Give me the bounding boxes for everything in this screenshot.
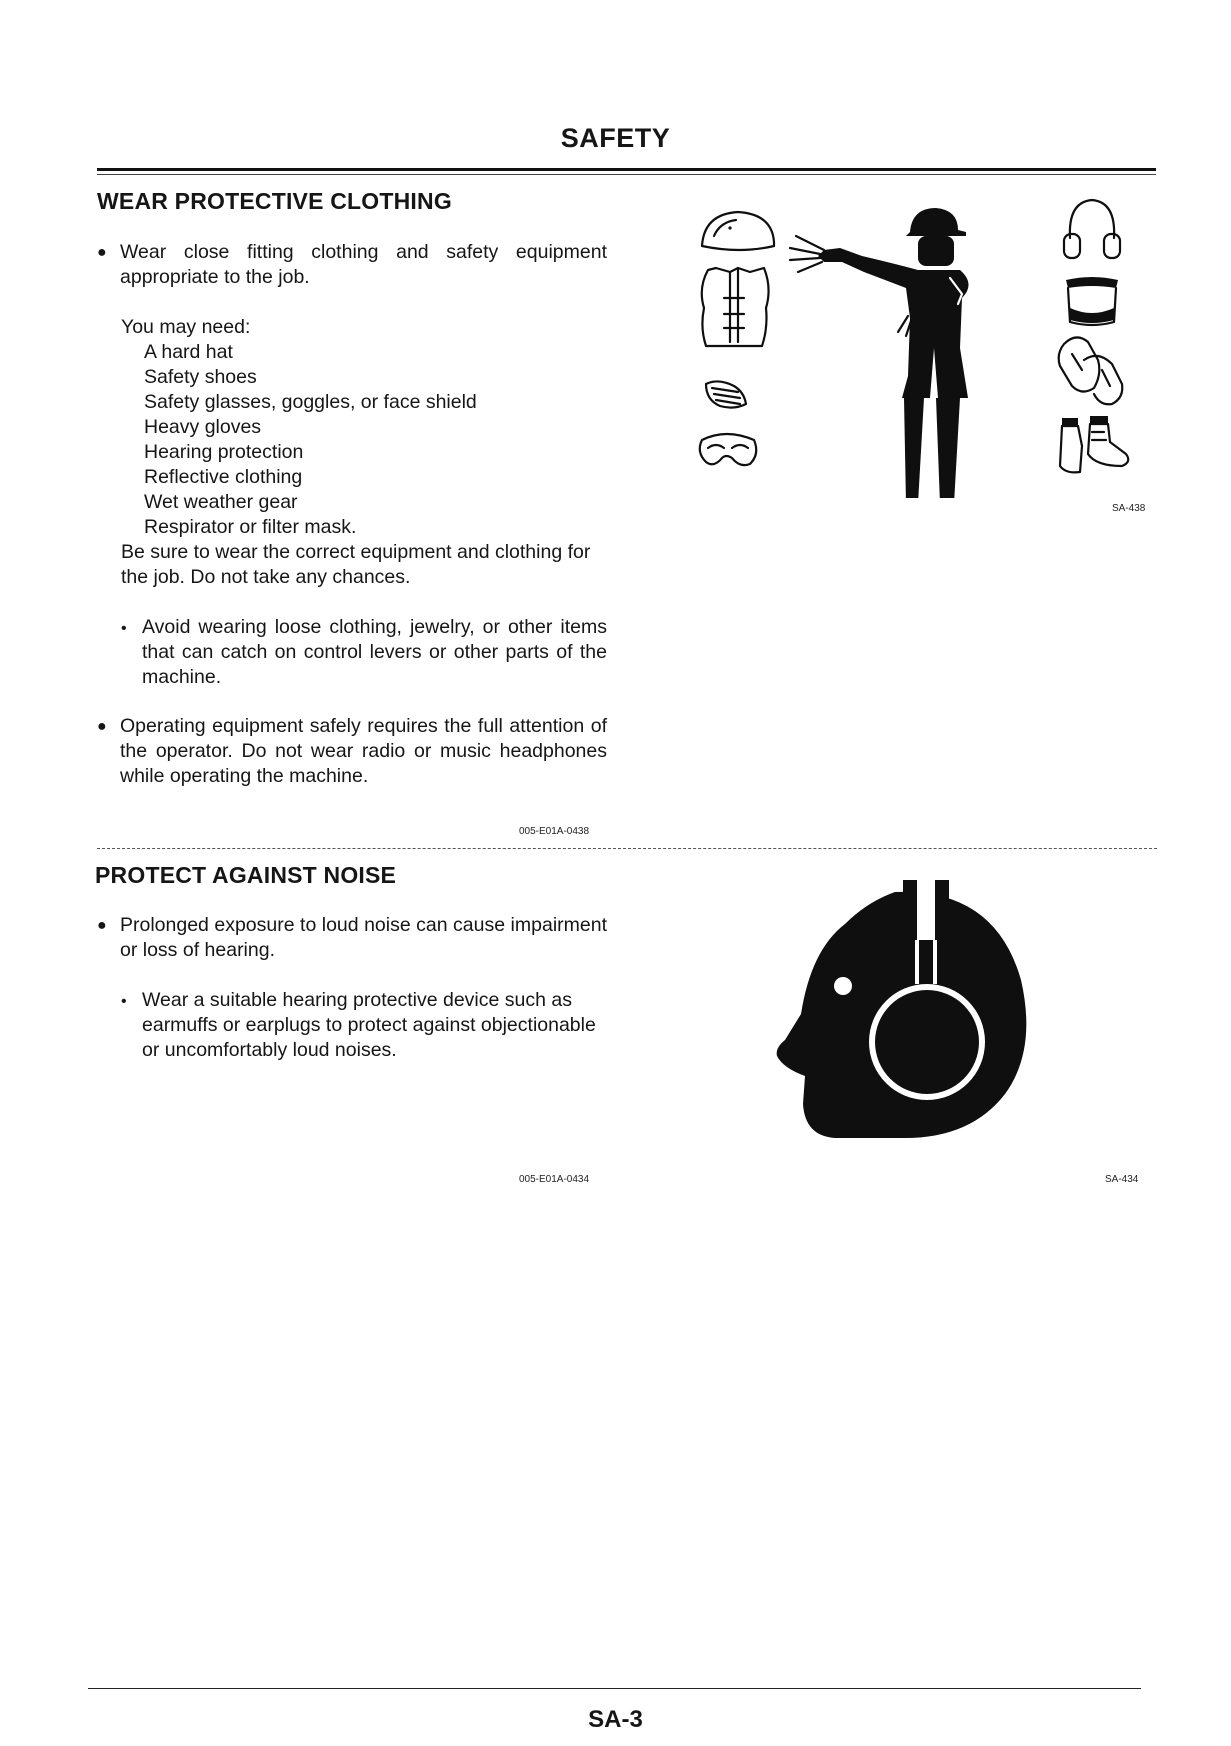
list-item: Safety glasses, goggles, or face shield	[144, 391, 477, 413]
section-heading-noise: PROTECT AGAINST NOISE	[95, 862, 397, 888]
list-item: Heavy gloves	[144, 416, 262, 438]
list-item: Hearing protection	[144, 441, 304, 463]
worker-figure-icon	[790, 208, 1000, 498]
footer-rule	[88, 1688, 1141, 1689]
list-item: A hard hat	[144, 341, 233, 363]
small-bullet-icon: •	[121, 993, 127, 1010]
bullet-text: Wear close fitting clothing and safety equipment appropriate to the job.	[120, 241, 607, 288]
header-rule-thin	[97, 174, 1156, 175]
equipment-list	[144, 340, 477, 540]
hearing-protection-illustration	[775, 880, 1035, 1142]
face-shield-icon	[1066, 277, 1118, 325]
reflective-vest-icon	[702, 268, 769, 346]
bullet-item	[97, 913, 607, 963]
hard-hat-icon	[702, 212, 774, 250]
doc-code: 005-E01A-0438	[519, 826, 590, 837]
sub-bullet-item	[121, 988, 607, 1063]
section-heading-protective-clothing: WEAR PROTECTIVE CLOTHING	[97, 188, 452, 214]
list-item: Respirator or filter mask.	[144, 516, 357, 538]
sub-bullet-text: Avoid wearing loose clothing, jewelry, or other items that can catch on control levers or other parts of the machine.	[142, 616, 607, 688]
bullet-item	[97, 240, 607, 290]
sub-bullet-item	[121, 615, 607, 690]
figure-code: SA-434	[1105, 1174, 1139, 1185]
bullet-dot-icon: ●	[97, 917, 107, 934]
goggles-icon	[700, 434, 757, 465]
list-item: Safety shoes	[144, 366, 257, 388]
headphones-icon	[1064, 200, 1120, 258]
doc-code: 005-E01A-0434	[519, 1174, 590, 1185]
small-bullet-icon: •	[121, 620, 127, 637]
respirator-mask-icon	[706, 381, 746, 407]
you-may-need-label: You may need:	[121, 316, 251, 338]
safety-boots-icon	[1060, 416, 1128, 472]
list-item: Reflective clothing	[144, 466, 303, 488]
bullet-dot-icon: ●	[97, 244, 107, 261]
bullet-text: Prolonged exposure to loud noise can cause impairment or loss of hearing.	[120, 914, 607, 961]
bullet-text: Operating equipment safely requires the full attention of the operator. Do not wear radio or music headphones while operating the machine.	[120, 715, 607, 787]
heavy-gloves-icon	[1059, 337, 1123, 404]
bullet-dot-icon: ●	[97, 718, 107, 735]
bullet-item	[97, 714, 607, 789]
sub-bullet-text: Wear a suitable hearing protective device such as earmuffs or earplugs to protect against objectionable or uncomfortably loud noises.	[142, 989, 596, 1061]
page-number: SA-3	[588, 1706, 643, 1733]
be-sure-paragraph: Be sure to wear the correct equipment and clothing for the job. Do not take any chances.	[121, 541, 591, 588]
list-item: Wet weather gear	[144, 491, 298, 513]
section-divider	[97, 848, 1157, 849]
protective-equipment-illustration	[690, 198, 1150, 498]
head-with-earmuffs-icon	[777, 880, 1027, 1138]
figure-code: SA-438	[1112, 503, 1146, 514]
header-rule	[97, 168, 1156, 171]
page-title: SAFETY	[560, 123, 671, 153]
